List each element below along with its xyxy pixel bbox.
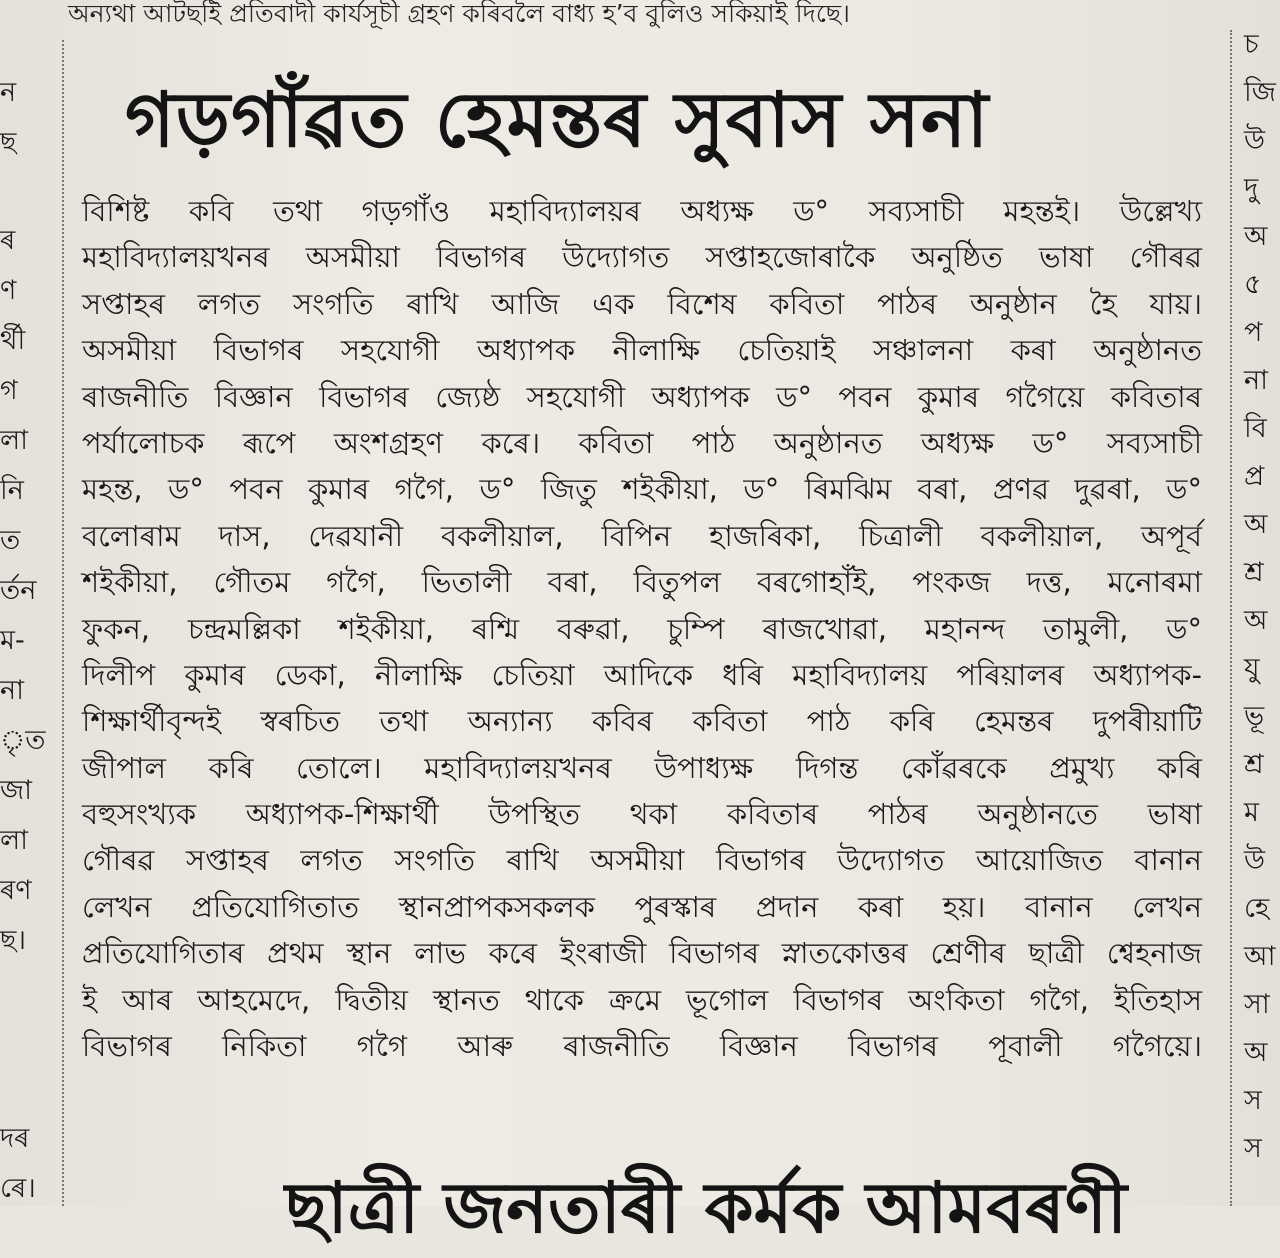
right-fragment: স <box>1244 1133 1262 1164</box>
right-fragment: আ <box>1244 941 1276 972</box>
left-fragment: নি <box>0 475 24 506</box>
left-fragment: ন <box>0 77 17 108</box>
column-divider-left <box>62 40 66 1206</box>
left-fragment: ম- <box>0 625 25 656</box>
right-fragment: বি <box>1244 413 1267 444</box>
left-column-clipped <box>0 62 60 1206</box>
article-line: অসমীয়া বিভাগৰ সহযোগী অধ্যাপক নীলাক্ষি চেতিয়াই সঞ্চালনা কৰা অনুষ্ঠানত <box>82 333 1202 368</box>
left-fragment: ৰ <box>0 225 16 256</box>
article-line: প্ৰতিযোগিতাৰ প্ৰথম স্থান লাভ কৰে ইংৰাজী বিভাগৰ স্নাতকোত্তৰ শ্ৰেণীৰ ছাত্ৰী শ্বেহনাজ <box>82 936 1202 971</box>
article-line: ই আৰ আহমেদে, দ্বিতীয় স্থানত থাকে ক্ৰমে ভূগোল বিভাগৰ অংকিতা গগৈ, ইতিহাস <box>82 982 1202 1017</box>
left-fragment: ছ <box>0 127 17 158</box>
article-line: শইকীয়া, গৌতম গগৈ, ভিতালী বৰা, বিতুপল বৰগোহাঁই, পংকজ দত্ত, মনোৰমা <box>82 565 1202 600</box>
article-line: ফুকন, চন্দ্ৰমল্লিকা শইকীয়া, ৰশ্মি বৰুৱা, চুম্পি ৰাজখোৱা, মহানন্দ তামুলী, ড° <box>82 611 1202 646</box>
right-fragment: যু <box>1244 653 1260 684</box>
left-fragment: ণ <box>0 275 17 306</box>
right-fragment: উ <box>1244 125 1266 156</box>
article-line: ৰাজনীতি বিজ্ঞান বিভাগৰ জ্যেষ্ঠ সহযোগী অধ্যাপক ড° পবন কুমাৰ গগৈয়ে কবিতাৰ <box>82 379 1202 414</box>
article-line: বিভাগৰ নিকিতা গগৈ আৰু ৰাজনীতি বিজ্ঞান বিভাগৰ পূবালী গগৈয়ে। <box>82 1029 1202 1064</box>
left-fragment: ৰে। <box>0 1173 36 1204</box>
left-fragment: ৰ্থী <box>0 325 26 356</box>
right-fragment: স <box>1244 1085 1262 1116</box>
right-fragment: দু <box>1244 173 1259 204</box>
right-fragment: অ <box>1244 509 1268 540</box>
right-fragment: চ <box>1244 29 1259 60</box>
right-fragment: অ <box>1244 1037 1268 1068</box>
right-fragment: উ <box>1244 845 1266 876</box>
right-fragment: হে <box>1244 893 1270 924</box>
left-fragment: র্তন <box>0 575 37 606</box>
right-fragment: না <box>1244 365 1268 396</box>
right-fragment: জি <box>1244 77 1276 108</box>
article-line: বিশিষ্ট কবি তথা গড়গাঁও মহাবিদ্যালয়ৰ অধ্যক্ষ ড° সব্যসাচী মহন্তই। উল্লেখ্য <box>82 194 1202 228</box>
right-fragment: অ <box>1244 605 1268 636</box>
right-fragment: অ <box>1244 221 1268 252</box>
right-fragment: সা <box>1244 989 1270 1020</box>
left-fragment: গ <box>0 375 18 406</box>
next-article-headline-cropped: ছাত্ৰী জনতাৰী কৰ্মক আমবৰণী <box>285 1167 1128 1249</box>
left-fragment: জা <box>0 775 32 806</box>
right-fragment: শ্ৰ <box>1244 557 1264 588</box>
article-line: গৌৰৱ সপ্তাহৰ লগত সংগতি ৰাখি অসমীয়া বিভাগৰ উদ্যোগত আয়োজিত বানান <box>82 843 1202 878</box>
column-divider-right <box>1230 30 1234 1206</box>
left-fragment: ত <box>0 525 21 556</box>
article-line: মহাবিদ্যালয়খনৰ অসমীয়া বিভাগৰ উদ্যোগত সপ্তাহজোৰাকৈ অনুষ্ঠিত ভাষা গৌৰৱ <box>82 240 1202 275</box>
article-line: সপ্তাহৰ লগত সংগতি ৰাখি আজি এক বিশেষ কবিতা পাঠৰ অনুষ্ঠান হৈ যায়। <box>82 286 1202 321</box>
right-fragment: প <box>1244 317 1263 348</box>
article-headline: গড়গাঁৱত হেমন্তৰ সুবাস সনা <box>125 75 990 164</box>
right-column-clipped <box>1240 28 1280 1206</box>
left-fragment: দৰ <box>0 1123 30 1154</box>
previous-article-last-line: অন্যথা আটছইি প্ৰতিবাদী কাৰ্যসূচী গ্ৰহণ কৰিবলৈ বাধ্য হ’ব বুলিও সকিয়াই দিছে। <box>68 0 850 28</box>
article-line: বহুসংখ্যক অধ্যাপক-শিক্ষাৰ্থী উপস্থিত থকা কবিতাৰ পাঠৰ অনুষ্ঠানতে ভাষা <box>82 797 1202 832</box>
left-fragment: না <box>0 675 24 706</box>
article-line: বলোৰাম দাস, দেৱযানী বকলীয়াল, বিপিন হাজৰিকা, চিত্ৰালী বকলীয়াল, অপূৰ্ব <box>82 518 1202 553</box>
article-line: লেখন প্ৰতিযোগিতাত স্থানপ্ৰাপকসকলক পুৰস্কাৰ প্ৰদান কৰা হয়। বানান লেখন <box>82 889 1202 924</box>
right-fragment: ৫ <box>1244 269 1262 300</box>
article-body <box>82 188 1202 1069</box>
left-fragment: ছ। <box>0 925 27 956</box>
right-fragment: ভূ <box>1244 701 1265 732</box>
right-fragment: ম <box>1244 797 1259 828</box>
left-fragment: ৃত <box>0 725 46 756</box>
article-line: শিক্ষাৰ্থীবৃন্দই স্বৰচিত তথা অন্যান্য কবিৰ কবিতা পাঠ কৰি হেমন্তৰ দুপৰীয়াটি <box>82 704 1202 739</box>
article-line: জীপাল কৰি তোলে। মহাবিদ্যালয়খনৰ উপাধ্যক্ষ দিগন্ত কোঁৱৰকে প্ৰমুখ্য কৰি <box>82 750 1202 785</box>
right-fragment: প্ৰ <box>1244 461 1265 492</box>
article-line: পৰ্যালোচক ৰূপে অংশগ্ৰহণ কৰে। কবিতা পাঠ অনুষ্ঠানত অধ্যক্ষ ড° সব্যসাচী <box>82 425 1202 460</box>
left-fragment: লা <box>0 825 28 856</box>
article-line: দিলীপ কুমাৰ ডেকা, নীলাক্ষি চেতিয়া আদিকে ধৰি মহাবিদ্যালয় পৰিয়ালৰ অধ্যাপক- <box>82 657 1202 692</box>
left-fragment: ৰণ <box>0 875 32 906</box>
left-fragment: লা <box>0 425 28 456</box>
article-line: মহন্ত, ড° পবন কুমাৰ গগৈ, ড° জিতু শইকীয়া, ড° ৰিমঝিম বৰা, প্ৰণৱ দুৱৰা, ড° <box>82 472 1202 507</box>
right-fragment: শ্ৰ <box>1244 749 1264 780</box>
